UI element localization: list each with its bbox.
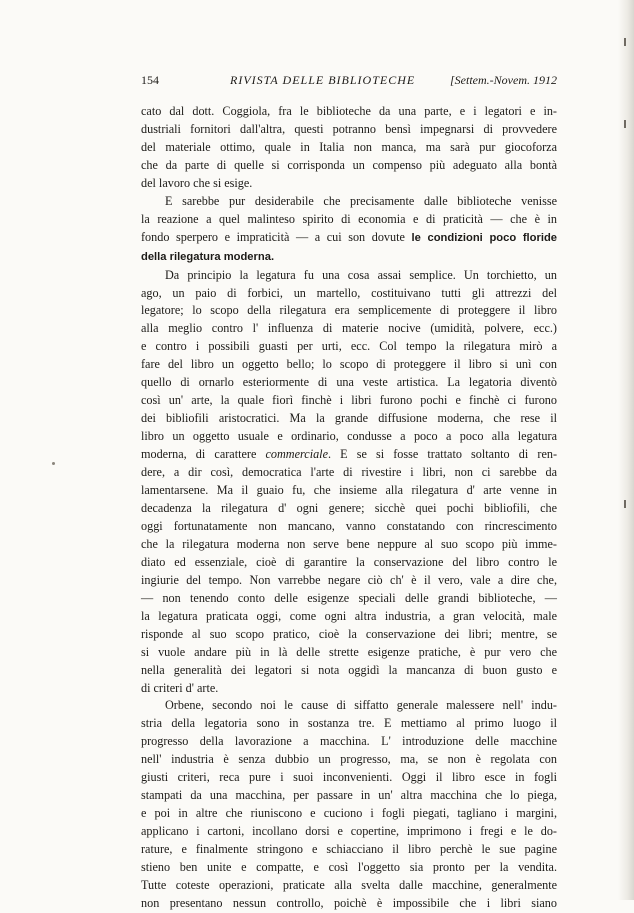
text-line: Da principio la legatura fu una cosa assai semplice. Un torchietto, un bbox=[165, 267, 557, 282]
text-line: cato dal dott. Coggiola, fra le biblioteche da una parte, e i legatori e in- bbox=[141, 104, 557, 118]
text-line: nella generalità dei legatori si nota oggidì la mancanza di buon gusto e bbox=[141, 662, 557, 677]
text-line: che da parte di quelle si corrisponda un compenso più adeguato alla bontà bbox=[141, 157, 557, 172]
text-line: di criteri d' arte. bbox=[141, 680, 219, 695]
edge-mark bbox=[624, 500, 626, 508]
text-line: stieno ben unite e compatte, e così l'oggetto sia pronto per la vendita. bbox=[141, 860, 557, 875]
text-line: stria della legatoria sono in sostanza tre. E mettiamo al primo luogo il bbox=[141, 716, 557, 731]
text-line: applicano i cartoni, incollano dorsi e copertine, imprimono i fregi e le do- bbox=[141, 824, 557, 839]
text-line: del materiale ottimo, quale in Italia non manca, ma sarà pur giocoforza bbox=[141, 139, 557, 154]
italic-word: commerciale bbox=[265, 447, 328, 462]
text-line: che la rilegatura moderna non serve bene neppure al suo scopo più imme- bbox=[141, 536, 557, 551]
text-line: — non tenendo conto delle esigenze speciali delle grandi biblioteche, — bbox=[141, 590, 557, 605]
text-line: oggi fortunatamente non mancano, vanno constatando con rincrescimento bbox=[141, 518, 557, 533]
text-line: alla meglio contro l' influenza di materie nocive (umidità, polvere, ecc.) bbox=[141, 321, 557, 336]
running-title: RIVISTA DELLE BIBLIOTECHE bbox=[230, 73, 416, 87]
text-line: non presentano nessun controllo, poichè è impossibile che i libri siano bbox=[141, 895, 557, 910]
edge-mark bbox=[624, 120, 626, 128]
text-line: e contro i possibili guasti per urti, ecc. Col tempo la rilegatura mirò a bbox=[141, 339, 557, 354]
text-line: dere, a dir così, democratica l'arte di rivestire i libri, non ci sarebbe da bbox=[141, 465, 557, 480]
text-line: decadenza la rilegatura d' ogni genere; sicchè quei pochi bibliofili, che bbox=[141, 500, 557, 515]
text-line bbox=[141, 446, 557, 464]
text-line: lamentarsene. Ma il guaio fu, che insieme alla rilegatura d' arte venne in bbox=[141, 483, 557, 498]
text-line bbox=[141, 248, 557, 267]
text-line: fare del libro un oggetto bello; lo scopo di proteggere il libro si unì con bbox=[141, 357, 557, 372]
text-line: del lavoro che si esige. bbox=[141, 175, 253, 190]
text-line: quello di ornarlo esteriormente di una veste artistica. La legatoria diventò bbox=[141, 375, 557, 390]
text-line: ago, un paio di forbici, un martello, costituivano tutti gli attrezzi del bbox=[141, 285, 557, 300]
text-line: dustriali fornitori dall'altra, questi potranno bensì impegnarsi di provvedere bbox=[141, 121, 557, 136]
text-line bbox=[141, 229, 557, 248]
text-line: diato ed essenziale, cioè di garantire la conservazione del libro contro le bbox=[141, 554, 557, 569]
page-number: 154 bbox=[141, 73, 159, 87]
edge-mark bbox=[624, 38, 626, 46]
text-fragment: fondo sperpero e impraticità — a cui son dovute bbox=[141, 229, 405, 244]
binding-edge bbox=[618, 0, 634, 900]
text-line: legatore; lo scopo della rilegatura era semplicemente di proteggere il libro bbox=[141, 303, 557, 318]
text-line: risponde al suo scopo pratico, cioè la conservazione dei libri; mentre, se bbox=[141, 626, 557, 641]
text-line: libro un oggetto usuale e ordinario, condusse a poco a poco alla legatura bbox=[141, 429, 557, 444]
body-text bbox=[141, 103, 557, 913]
paper-speck bbox=[52, 462, 55, 465]
text-line: E sarebbe pur desiderabile che precisamente dalle biblioteche venisse bbox=[165, 193, 557, 208]
text-line: la legatura praticata oggi, come ogni altra industria, a gran velocità, male bbox=[141, 608, 557, 623]
bold-phrase: della rilegatura moderna. bbox=[141, 250, 275, 263]
text-fragment: moderna, di carattere bbox=[141, 447, 257, 462]
text-line: così un' arte, la quale fiorì finchè i libri furono pochi e finchè ci furono bbox=[141, 393, 557, 408]
text-line: dei bibliofili aristocratici. Ma la grande diffusione moderna, che rese il bbox=[141, 411, 557, 426]
text-line: la reazione a quel malinteso spirito di economia e di praticità — che è in bbox=[141, 211, 557, 226]
text-line: nell' industria è senza dubbio un progresso, ma, se non è regolata con bbox=[141, 752, 557, 767]
text-line: e poi in altre che riuniscono e cuciono i fogli piegati, tagliano i margini, bbox=[141, 806, 557, 821]
text-line: Orbene, secondo noi le cause di siffatto generale malessere nell' indu- bbox=[165, 698, 557, 713]
text-line: stampati da una macchina, per passare in un' altra macchina che lo piega, bbox=[141, 788, 557, 803]
text-line: rature, e finalmente stringono e schiacciano il libro perchè le sue pagine bbox=[141, 842, 557, 857]
text-fragment: . E se si fosse trattato soltanto di ren- bbox=[327, 447, 558, 462]
bold-phrase: le condizioni poco floride bbox=[411, 231, 558, 244]
text-line: Tutte coteste operazioni, praticate alla svelta dalle macchine, generalmente bbox=[141, 877, 557, 892]
running-header bbox=[141, 73, 557, 87]
issue-date: [Settem.-Novem. 1912 bbox=[450, 73, 557, 87]
text-line: giusti criteri, reca pure i suoi inconvenienti. Oggi il libro esce in fogli bbox=[141, 770, 557, 785]
text-line: si vuole andare più in là delle strette esigenze pratiche, è pur vero che bbox=[141, 644, 557, 659]
text-line: progresso della lavorazione a macchina. L' introduzione delle macchine bbox=[141, 734, 557, 749]
text-line: ingiurie del tempo. Non varrebbe negare ciò ch' è il vero, vale a dire che, bbox=[141, 572, 557, 587]
